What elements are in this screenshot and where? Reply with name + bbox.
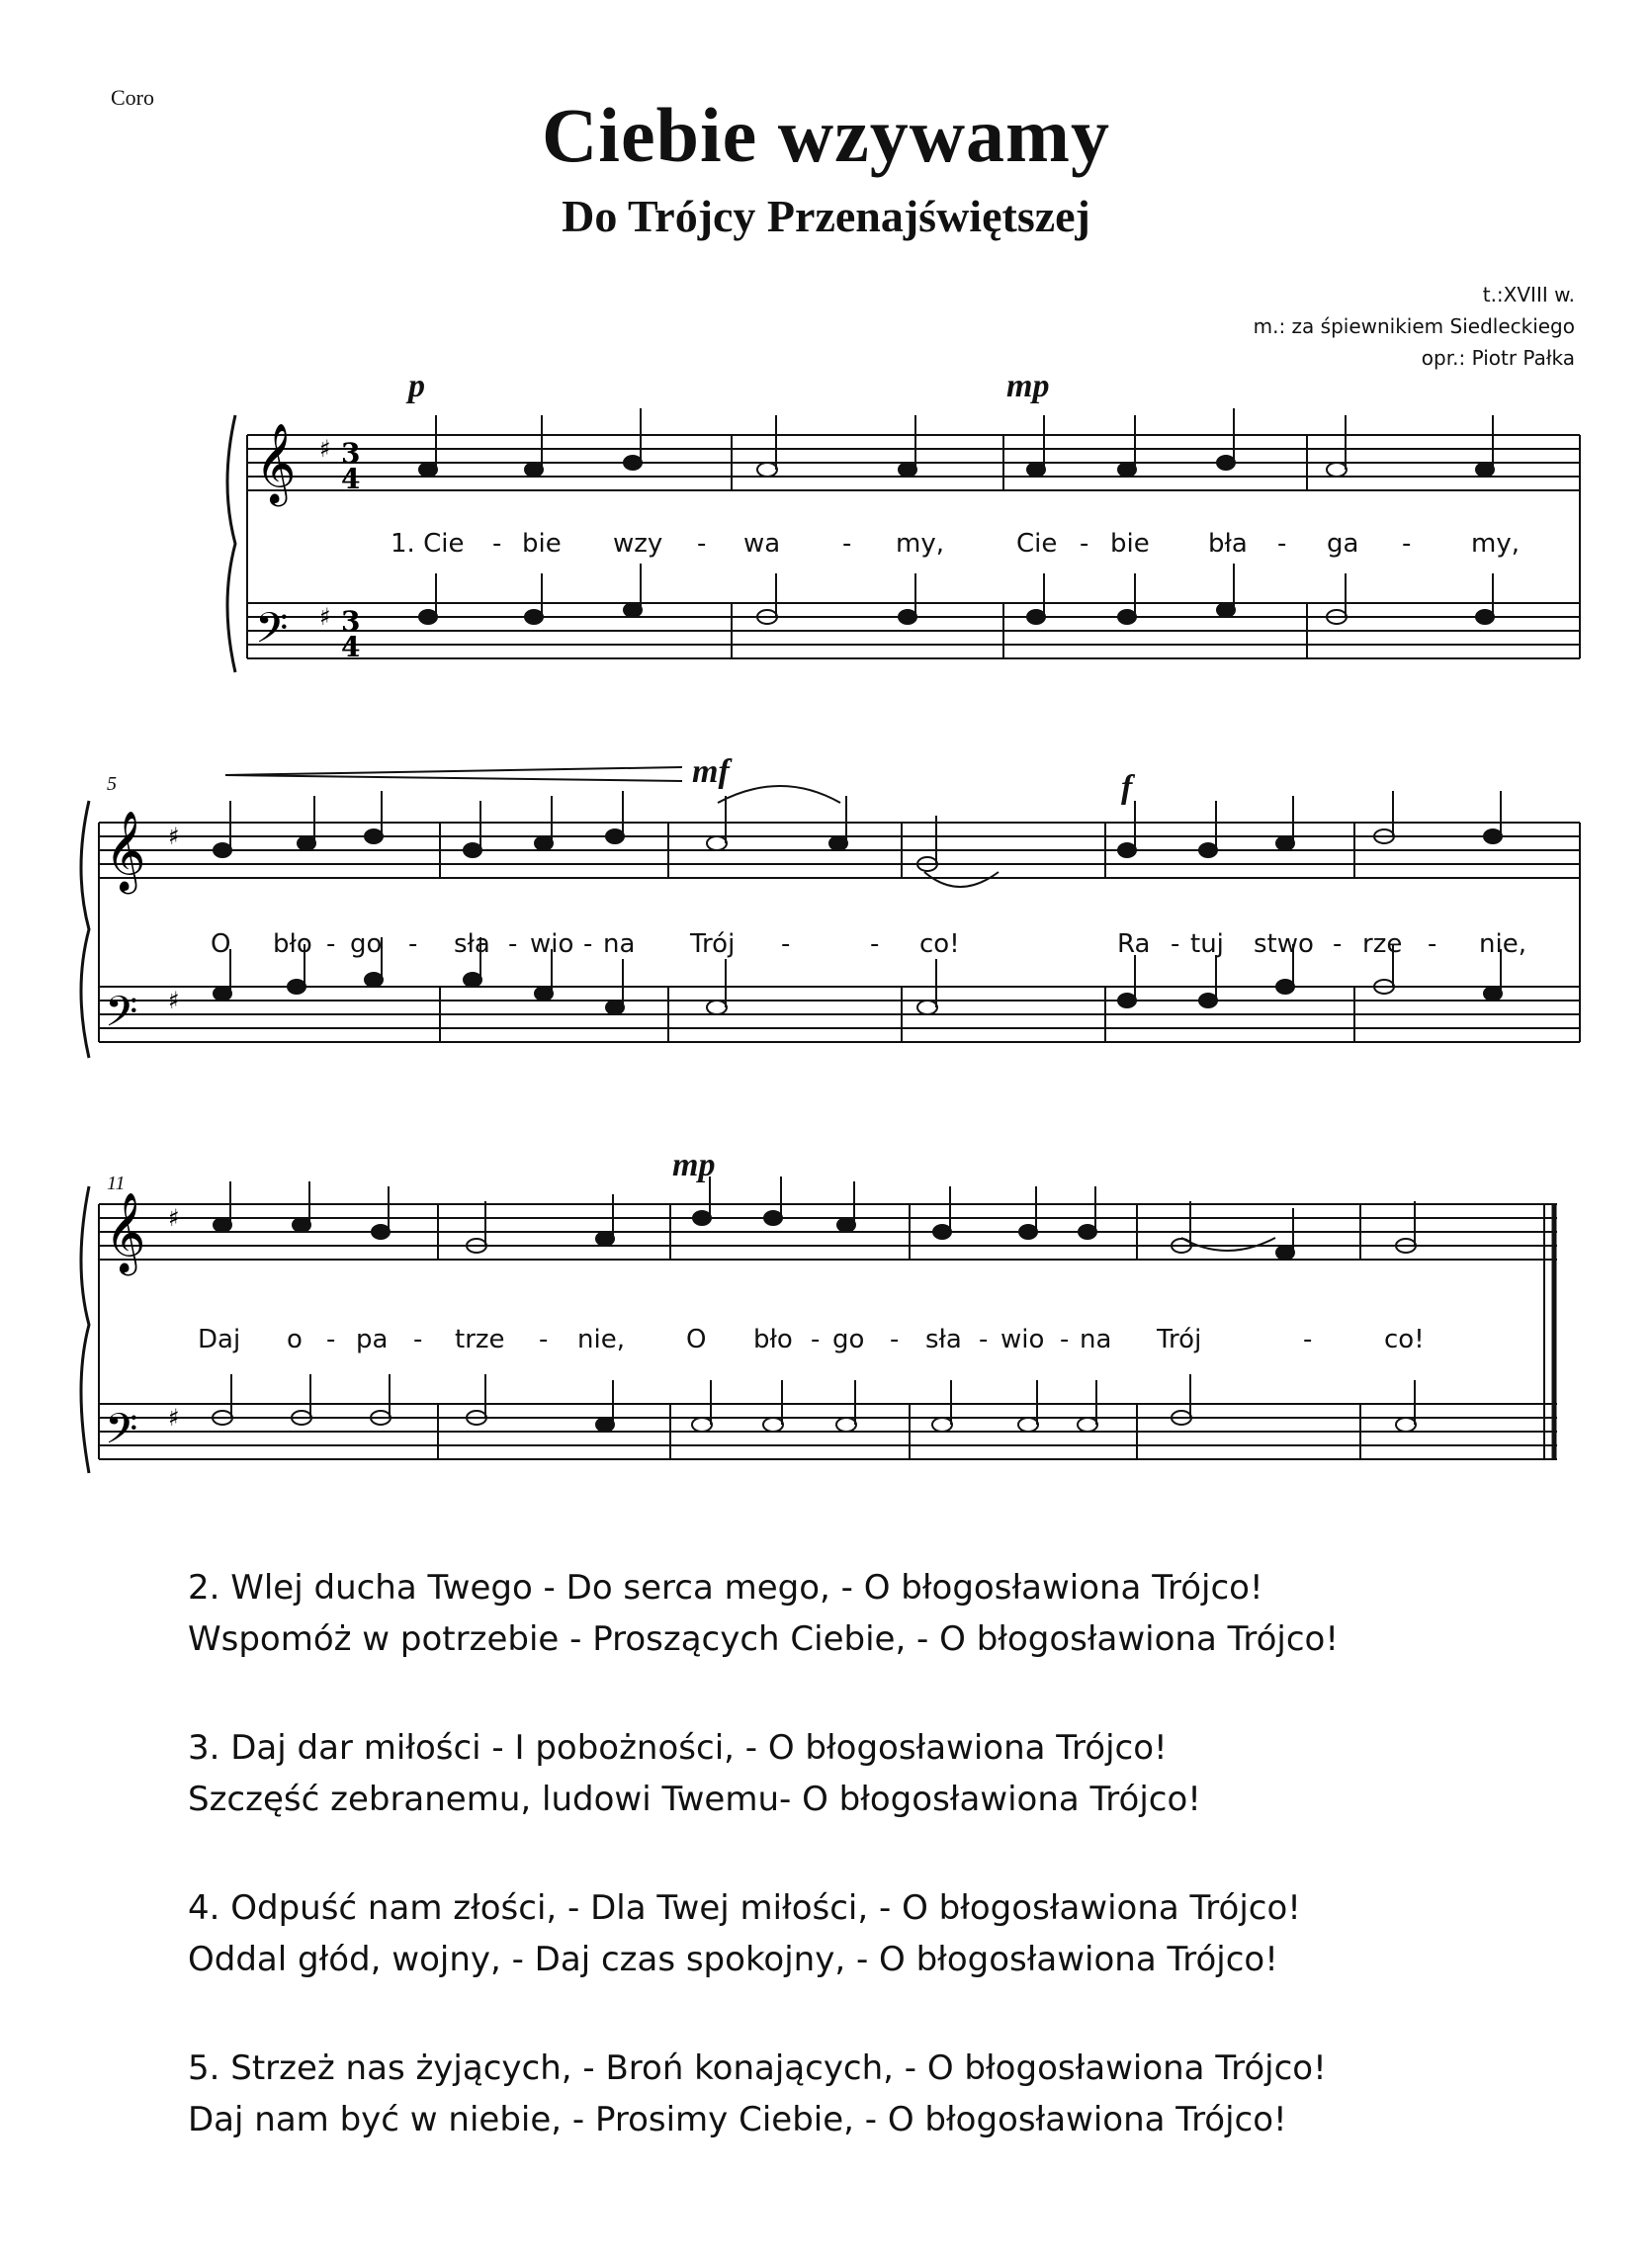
- lyric-syllable: wio: [1000, 1325, 1045, 1354]
- lyric-syllable: -: [1277, 529, 1287, 559]
- verse-line: Daj nam być w niebie, - Prosimy Ciebie, - O błogosławiona Trójco!: [188, 2100, 1287, 2139]
- lyric-syllable: -: [326, 1325, 336, 1354]
- verses: [188, 1562, 1473, 2203]
- lyric-syllable: my,: [1471, 529, 1520, 559]
- lyric-syllable: -: [1060, 1325, 1070, 1354]
- verse-line: 3. Daj dar miłości - I pobożności, - O błogosławiona Trójco!: [188, 1728, 1168, 1768]
- lyric-syllable: O: [686, 1325, 707, 1354]
- svg-text:3: 3: [341, 605, 361, 638]
- lyric-syllable: trze: [455, 1325, 505, 1354]
- dynamic-mark: mf: [692, 753, 730, 790]
- lyric-syllable: go: [832, 1325, 865, 1354]
- lyric-syllable: bie: [1110, 529, 1150, 559]
- lyric-syllable: -: [413, 1325, 423, 1354]
- lyric-syllable: 1. Cie: [391, 529, 465, 559]
- lyric-syllable: bie: [522, 529, 562, 559]
- lyric-syllable: wio: [530, 929, 574, 959]
- verse-line: 2. Wlej ducha Twego - Do serca mego, - O błogosławiona Trójco!: [188, 1568, 1263, 1608]
- verse-line: Wspomóż w potrzebie - Proszących Ciebie, - O błogosławiona Trójco!: [188, 1619, 1339, 1659]
- lyric-syllable: tuj: [1190, 929, 1224, 959]
- svg-text:3: 3: [341, 437, 361, 470]
- measure-number: 11: [107, 1173, 126, 1194]
- verse-line: 5. Strzeż nas żyjących, - Broń konających, - O błogosławiona Trójco!: [188, 2048, 1327, 2088]
- lyric-syllable: bło: [273, 929, 312, 959]
- lyric-syllable: Trój: [690, 929, 736, 959]
- lyric-syllable: go: [350, 929, 383, 959]
- credit-arrangement: opr.: Piotr Pałka: [1421, 346, 1575, 370]
- svg-text:𝄢: 𝄢: [105, 988, 138, 1047]
- lyric-syllable: -: [1303, 1325, 1313, 1354]
- svg-text:4: 4: [341, 463, 361, 495]
- lyric-syllable: pa: [356, 1325, 389, 1354]
- verse-line: Oddal głód, wojny, - Daj czas spokojny, - O błogosławiona Trójco!: [188, 1940, 1278, 1979]
- lyric-syllable: rze: [1362, 929, 1403, 959]
- svg-text:𝄞: 𝄞: [105, 1191, 146, 1272]
- lyric-syllable: na: [1080, 1325, 1112, 1354]
- svg-text:𝄢: 𝄢: [105, 1405, 138, 1464]
- svg-text:♯: ♯: [319, 435, 331, 463]
- lyric-syllable: -: [870, 929, 880, 959]
- svg-text:♯: ♯: [168, 1404, 180, 1432]
- lyric-syllable: -: [842, 529, 852, 559]
- lyric-syllable: -: [1402, 529, 1412, 559]
- dynamic-mark: mp: [672, 1147, 716, 1183]
- lyric-syllable: -: [1333, 929, 1343, 959]
- svg-text:♯: ♯: [168, 1204, 180, 1232]
- lyric-syllable: -: [697, 529, 707, 559]
- lyric-syllable: Cie: [1016, 529, 1058, 559]
- lyric-syllable: -: [890, 1325, 900, 1354]
- svg-text:𝄞: 𝄞: [255, 422, 297, 503]
- lyric-syllable: my,: [896, 529, 944, 559]
- lyric-syllable: stwo: [1254, 929, 1314, 959]
- credit-text: t.:XVIII w.: [1482, 283, 1575, 306]
- verse-4: [188, 1882, 1473, 1985]
- dynamic-mark: mp: [1006, 368, 1050, 404]
- lyric-syllable: bło: [753, 1325, 793, 1354]
- lyric-syllable: -: [508, 929, 518, 959]
- lyric-syllable: -: [811, 1325, 821, 1354]
- lyric-syllable: -: [1171, 929, 1180, 959]
- lyric-syllable: ga: [1327, 529, 1359, 559]
- lyric-syllable: Ra: [1117, 929, 1151, 959]
- song-subtitle: Do Trójcy Przenajświętszej: [562, 191, 1090, 241]
- lyric-syllable: O: [211, 929, 231, 959]
- svg-text:4: 4: [341, 631, 361, 663]
- svg-text:𝄞: 𝄞: [105, 810, 146, 891]
- verse-5: [188, 2043, 1473, 2145]
- lyric-syllable: -: [492, 529, 502, 559]
- dynamic-mark: f: [1121, 769, 1133, 806]
- lyric-syllable: -: [326, 929, 336, 959]
- lyric-syllable: bła: [1208, 529, 1248, 559]
- lyric-syllable: -: [781, 929, 791, 959]
- lyric-syllable: -: [1080, 529, 1089, 559]
- lyric-syllable: co!: [919, 929, 960, 959]
- lyric-syllable: co!: [1384, 1325, 1425, 1354]
- svg-text:♯: ♯: [319, 603, 331, 631]
- svg-text:♯: ♯: [168, 987, 180, 1014]
- lyric-syllable: -: [583, 929, 593, 959]
- verse-line: 4. Odpuść nam złości, - Dla Twej miłości, - O błogosławiona Trójco!: [188, 1888, 1301, 1928]
- lyric-syllable: na: [603, 929, 636, 959]
- lyric-syllable: Trój: [1157, 1325, 1202, 1354]
- lyric-syllable: nie,: [577, 1325, 625, 1354]
- credit-music: m.: za śpiewnikiem Siedleckiego: [1253, 314, 1575, 338]
- lyric-syllable: Daj: [198, 1325, 241, 1354]
- dynamic-mark: p: [408, 368, 425, 404]
- part-label: Coro: [111, 85, 154, 110]
- lyric-syllable: wzy: [613, 529, 663, 559]
- lyric-syllable: o: [287, 1325, 303, 1354]
- lyric-syllable: sła: [454, 929, 490, 959]
- svg-text:♯: ♯: [168, 823, 180, 850]
- song-title: Ciebie wzywamy: [541, 92, 1111, 178]
- lyric-syllable: -: [979, 1325, 989, 1354]
- lyric-syllable: sła: [925, 1325, 962, 1354]
- lyric-syllable: -: [1428, 929, 1437, 959]
- verse-3: [188, 1722, 1473, 1825]
- verse-2: [188, 1562, 1473, 1665]
- verse-line: Szczęść zebranemu, ludowi Twemu- O błogosławiona Trójco!: [188, 1780, 1201, 1819]
- lyric-syllable: wa: [743, 529, 781, 559]
- measure-number: 5: [107, 773, 117, 795]
- lyric-syllable: -: [539, 1325, 549, 1354]
- svg-text:𝄢: 𝄢: [255, 604, 289, 663]
- lyric-syllable: nie,: [1479, 929, 1526, 959]
- lyric-syllable: -: [408, 929, 418, 959]
